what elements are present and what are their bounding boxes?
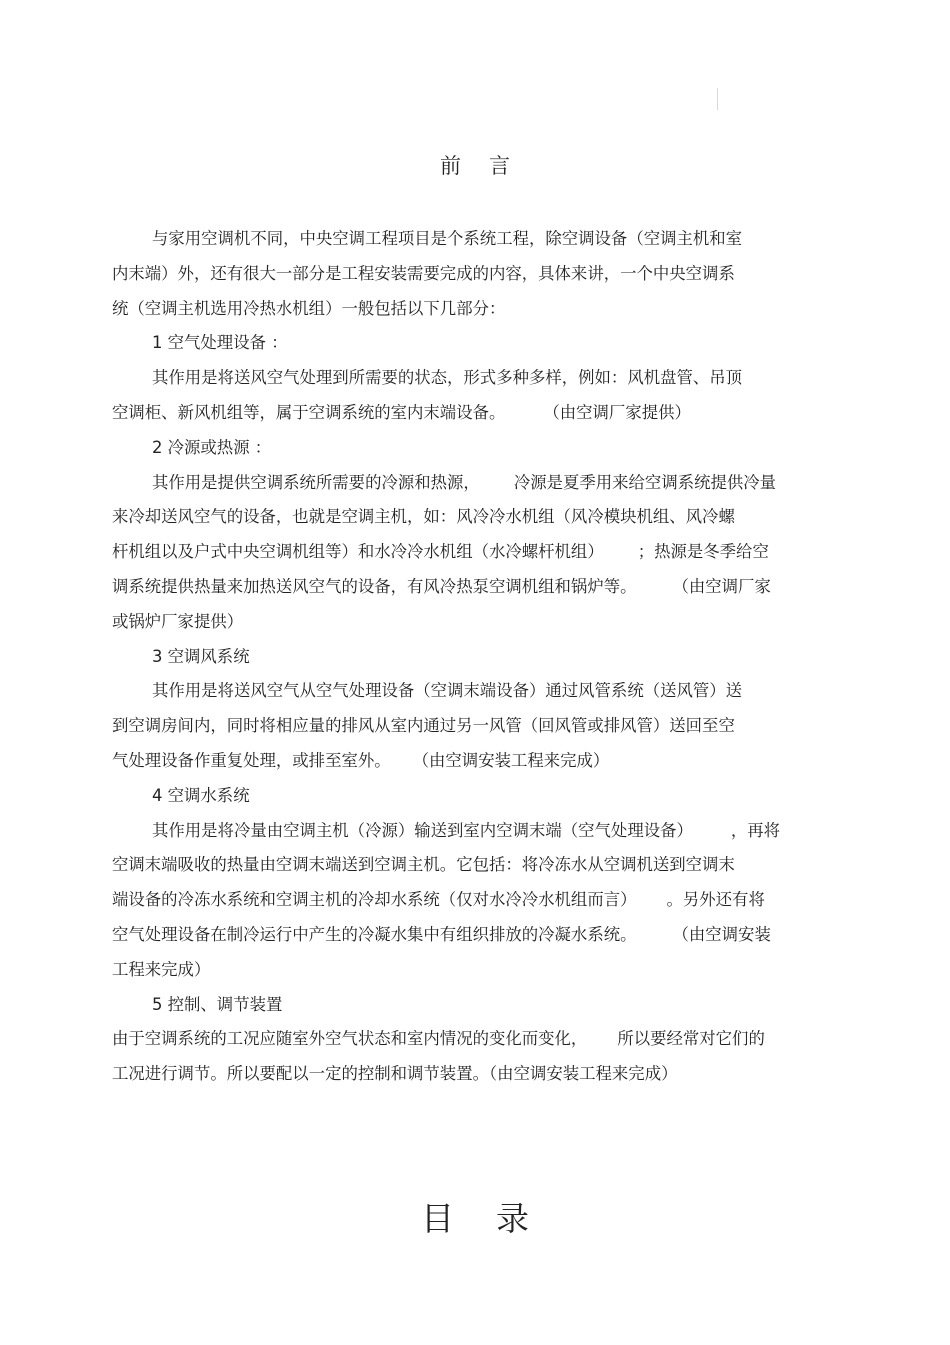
paragraph-line: 或锅炉厂家提供） [112,611,244,631]
section-heading: 4 空调水系统 [152,785,250,805]
source-note: （由空调安装 [672,924,771,944]
paragraph-text: 调系统提供热量来加热送风空气的设备，有风冷热泵空调机组和锅炉等。 [112,576,637,596]
paragraph-text: ；热源是冬季给空 [637,542,769,562]
paragraph-line [112,570,834,605]
source-note: （由空调厂家提供） [543,402,691,422]
paragraph-text: 其作用是将冷量由空调主机（冷源）输送到室内空调末端（空气处理设备） [152,820,693,840]
paragraph-line [112,466,834,501]
section-heading: 2 冷源或热源 ： [152,437,272,457]
paragraph-line: 其作用是将送风空气从空气处理设备（空调末端设备）通过风管系统（送风管）送 [152,681,743,701]
intro-line: 与家用空调机不同，中央空调工程项目是个系统工程，除空调设备（空调主机和室 [152,229,743,248]
section-heading: 3 空调风系统 [152,646,250,666]
intro-line: 统（空调主机选用冷热水机组）一般包括以下几部分： [112,298,506,318]
paragraph-text: 气处理设备作重复处理，或排至室外。 [112,750,391,770]
paragraph-line: 来冷却送风空气的设备，也就是空调主机，如：风冷冷水机组（风冷模块机组、风冷螺 [112,507,735,527]
paragraph-line [112,535,834,570]
paragraph-text: ，再将 [730,820,781,840]
paragraph-line [112,918,834,953]
source-note: （由空调安装工程来完成） [412,750,610,770]
source-note: （由空调厂家 [672,576,771,596]
paragraph-line: 工况进行调节。所以要配以一定的控制和调节装置。（由空调安装工程来完成） [112,1064,678,1084]
paragraph-text: 空调柜、新风机组等，属于空调系统的室内末端设备。 [112,402,506,422]
intro-line: 内末端）外，还有很大一部分是工程安装需要完成的内容，具体来讲，一个中央空调系 [112,263,735,283]
paragraph-text: 杆机组以及户式中央空调机组等）和水冷冷水机组（水冷螺杆机组） [112,542,604,562]
paragraph-line [112,744,834,779]
toc-title: 目录 [421,1199,571,1238]
paragraph-line: 其作用是将送风空气处理到所需要的状态，形式多种多样，例如：风机盘管、吊顶 [152,368,743,388]
section-heading: 5 控制、调节装置 [152,994,283,1014]
paragraph-text: 空气处理设备在制冷运行中产生的冷凝水集中有组织排放的冷凝水系统。 [112,924,637,944]
paragraph-line [112,1022,834,1057]
paragraph-line [112,396,834,431]
paragraph-line: 到空调房间内，同时将相应量的排风从室内通过另一风管（回风管或排风管）送回至空 [112,716,735,736]
paragraph-text: 由于空调系统的工况应随室外空气状态和室内情况的变化而变化， [112,1029,588,1049]
paragraph-line: 空调末端吸收的热量由空调末端送到空调主机。它包括：将冷冻水从空调机送到空调末 [112,855,735,875]
paragraph-line: 工程来完成） [112,959,211,979]
paragraph-line [112,814,834,849]
margin-mark [717,88,718,110]
preface-body [112,222,834,1092]
paragraph-text: 所以要经常对它们的 [617,1029,765,1049]
section-heading: 1 空气处理设备 ： [152,333,288,353]
preface-title: 前言 [440,154,538,178]
paragraph-text: 冷源是夏季用来给空调系统提供冷量 [513,472,777,492]
paragraph-text: 端设备的冷冻水系统和空调主机的冷却水系统（仅对水冷冷水机组而言） [112,890,637,910]
paragraph-text: 其作用是提供空调系统所需要的冷源和热源， [152,472,480,492]
paragraph-text: 。另外还有将 [666,890,765,910]
paragraph-line [112,883,834,918]
